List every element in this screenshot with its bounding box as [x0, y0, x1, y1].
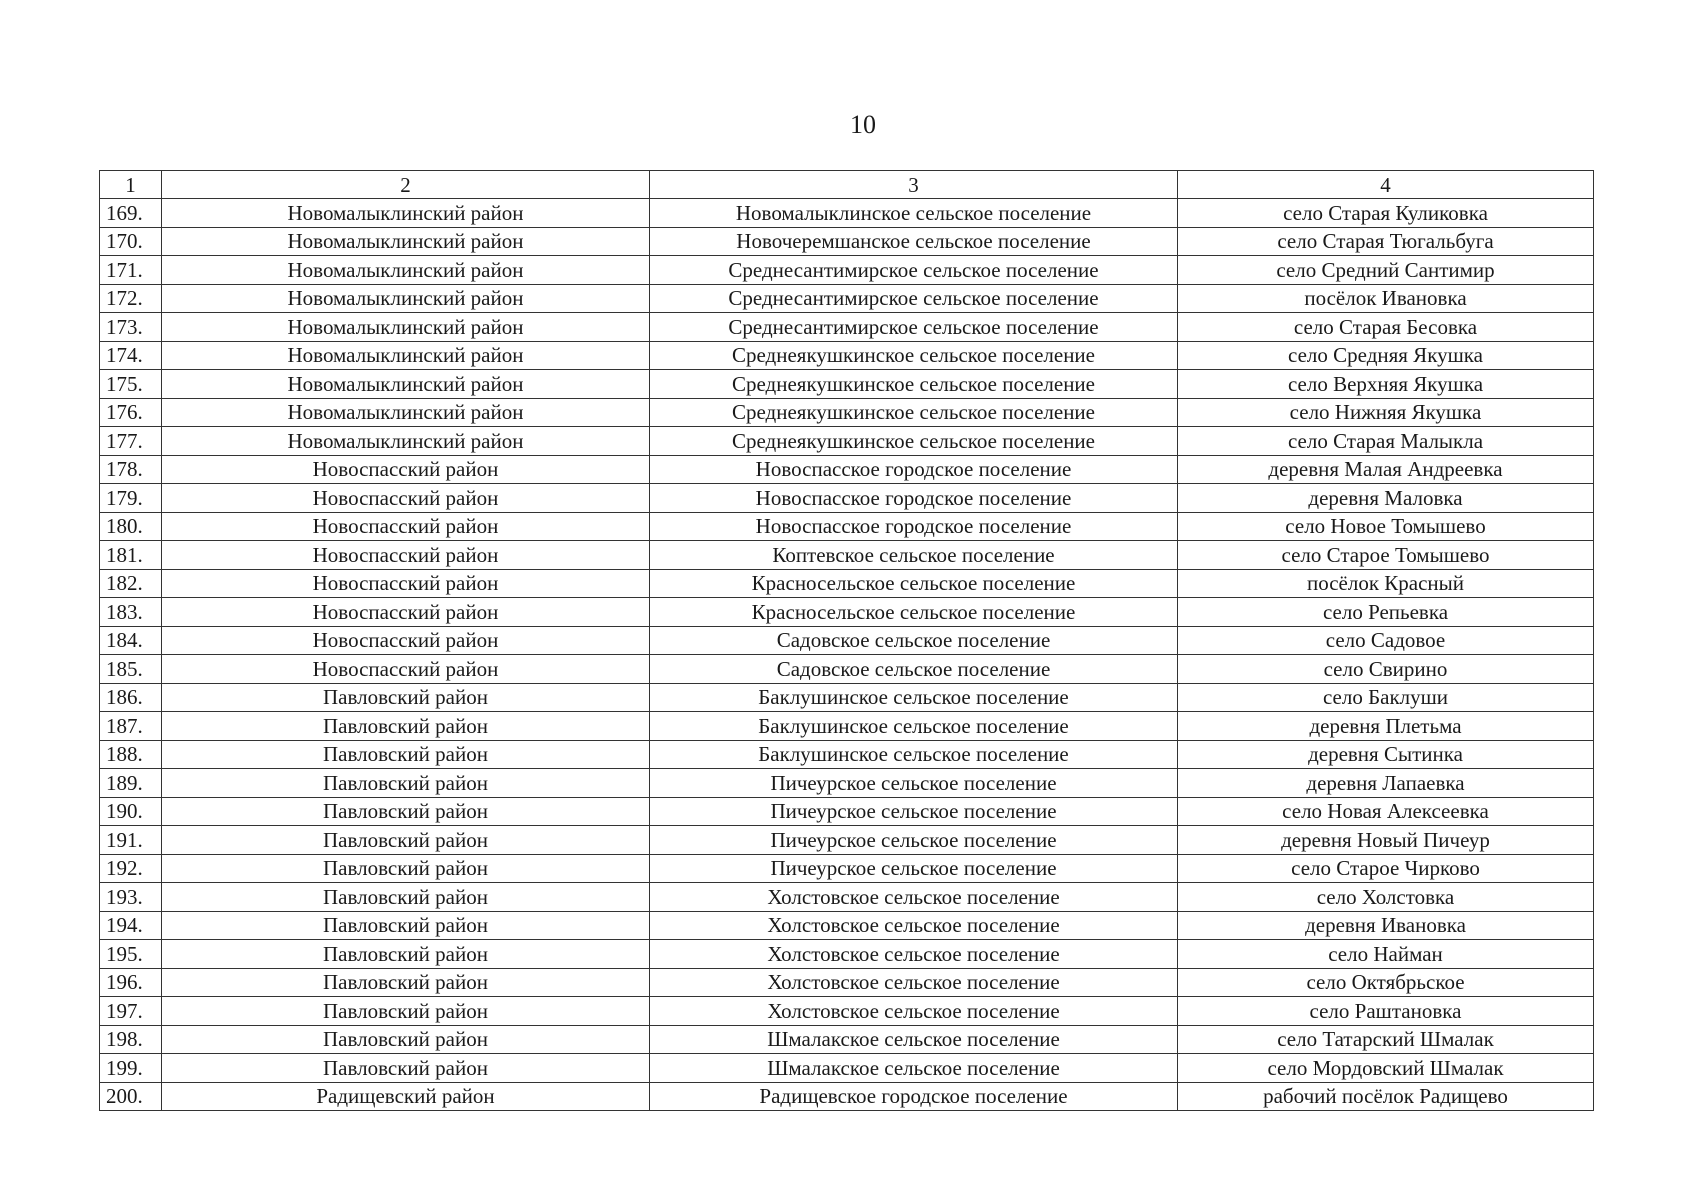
locality-cell: село Репьевка	[1178, 598, 1594, 627]
settlement-cell: Среднесантимирское сельское поселение	[650, 284, 1178, 313]
row-number-cell: 189.	[100, 769, 162, 798]
district-cell: Новоспасский район	[162, 484, 650, 513]
district-cell: Павловский район	[162, 911, 650, 940]
district-cell: Павловский район	[162, 854, 650, 883]
table-row	[100, 911, 1594, 940]
row-number-cell: 180.	[100, 512, 162, 541]
table-row	[100, 598, 1594, 627]
district-cell: Новоспасский район	[162, 598, 650, 627]
settlement-cell: Шмалакское сельское поселение	[650, 1054, 1178, 1083]
locality-cell: деревня Сытинка	[1178, 740, 1594, 769]
row-number-cell: 184.	[100, 626, 162, 655]
settlement-cell: Коптевское сельское поселение	[650, 541, 1178, 570]
row-number-cell: 183.	[100, 598, 162, 627]
settlement-cell: Новоспасское городское поселение	[650, 484, 1178, 513]
district-cell: Павловский район	[162, 1054, 650, 1083]
row-number-cell: 174.	[100, 341, 162, 370]
table-row	[100, 655, 1594, 684]
locality-cell: село Новое Томышево	[1178, 512, 1594, 541]
table-row	[100, 854, 1594, 883]
table-row	[100, 1025, 1594, 1054]
district-cell: Радищевский район	[162, 1082, 650, 1111]
district-cell: Новомалыклинский район	[162, 256, 650, 285]
table-row	[100, 313, 1594, 342]
locality-cell: село Свирино	[1178, 655, 1594, 684]
table-row	[100, 512, 1594, 541]
settlement-cell: Красносельское сельское поселение	[650, 598, 1178, 627]
row-number-cell: 170.	[100, 227, 162, 256]
settlement-cell: Шмалакское сельское поселение	[650, 1025, 1178, 1054]
table-body	[100, 171, 1594, 1111]
district-cell: Новоспасский район	[162, 569, 650, 598]
settlement-cell: Пичеурское сельское поселение	[650, 854, 1178, 883]
row-number-cell: 178.	[100, 455, 162, 484]
district-cell: Павловский район	[162, 1025, 650, 1054]
district-cell: Новоспасский район	[162, 455, 650, 484]
district-cell: Новомалыклинский район	[162, 427, 650, 456]
row-number-cell: 169.	[100, 199, 162, 228]
district-cell: Новомалыклинский район	[162, 284, 650, 313]
table-row	[100, 1054, 1594, 1083]
table-row	[100, 1082, 1594, 1111]
locality-cell: деревня Лапаевка	[1178, 769, 1594, 798]
settlement-cell: Садовское сельское поселение	[650, 626, 1178, 655]
settlement-cell: Холстовское сельское поселение	[650, 997, 1178, 1026]
locality-cell: село Холстовка	[1178, 883, 1594, 912]
row-number-cell: 198.	[100, 1025, 162, 1054]
district-cell: Павловский район	[162, 997, 650, 1026]
row-number-cell: 199.	[100, 1054, 162, 1083]
settlement-cell: Радищевское городское поселение	[650, 1082, 1178, 1111]
locality-cell: деревня Ивановка	[1178, 911, 1594, 940]
settlement-cell: Баклушинское сельское поселение	[650, 740, 1178, 769]
settlement-cell: Холстовское сельское поселение	[650, 911, 1178, 940]
table-row	[100, 227, 1594, 256]
district-cell: Павловский район	[162, 683, 650, 712]
settlement-cell: Садовское сельское поселение	[650, 655, 1178, 684]
table-row	[100, 256, 1594, 285]
settlement-cell: Среднеякушкинское сельское поселение	[650, 341, 1178, 370]
table-row	[100, 883, 1594, 912]
settlement-cell: Пичеурское сельское поселение	[650, 797, 1178, 826]
table-row	[100, 569, 1594, 598]
locality-cell: село Мордовский Шмалак	[1178, 1054, 1594, 1083]
locality-cell: деревня Малая Андреевка	[1178, 455, 1594, 484]
locality-cell: село Нижняя Якушка	[1178, 398, 1594, 427]
row-number-cell: 195.	[100, 940, 162, 969]
locality-cell: село Средний Сантимир	[1178, 256, 1594, 285]
table-row	[100, 997, 1594, 1026]
table-row	[100, 341, 1594, 370]
district-cell: Новомалыклинский район	[162, 398, 650, 427]
settlement-cell: Среднесантимирское сельское поселение	[650, 313, 1178, 342]
row-number-cell: 191.	[100, 826, 162, 855]
settlement-cell: Холстовское сельское поселение	[650, 968, 1178, 997]
settlements-table	[99, 170, 1594, 1111]
header-cell-settlement: 3	[650, 171, 1178, 199]
locality-cell: деревня Маловка	[1178, 484, 1594, 513]
row-number-cell: 194.	[100, 911, 162, 940]
district-cell: Павловский район	[162, 712, 650, 741]
row-number-cell: 190.	[100, 797, 162, 826]
row-number-cell: 171.	[100, 256, 162, 285]
district-cell: Павловский район	[162, 940, 650, 969]
table-row	[100, 740, 1594, 769]
row-number-cell: 175.	[100, 370, 162, 399]
locality-cell: село Старая Тюгальбуга	[1178, 227, 1594, 256]
table-row	[100, 968, 1594, 997]
table-row	[100, 683, 1594, 712]
row-number-cell: 181.	[100, 541, 162, 570]
district-cell: Новомалыклинский район	[162, 341, 650, 370]
locality-cell: село Новая Алексеевка	[1178, 797, 1594, 826]
locality-cell: деревня Плетьма	[1178, 712, 1594, 741]
settlement-cell: Среднесантимирское сельское поселение	[650, 256, 1178, 285]
row-number-cell: 192.	[100, 854, 162, 883]
row-number-cell: 187.	[100, 712, 162, 741]
locality-cell: село Старое Томышево	[1178, 541, 1594, 570]
row-number-cell: 177.	[100, 427, 162, 456]
table-row	[100, 940, 1594, 969]
row-number-cell: 185.	[100, 655, 162, 684]
locality-cell: село Раштановка	[1178, 997, 1594, 1026]
table-row	[100, 427, 1594, 456]
locality-cell: посёлок Ивановка	[1178, 284, 1594, 313]
row-number-cell: 186.	[100, 683, 162, 712]
table-row	[100, 712, 1594, 741]
settlement-cell: Новочеремшанское сельское поселение	[650, 227, 1178, 256]
settlement-cell: Пичеурское сельское поселение	[650, 826, 1178, 855]
header-cell-locality: 4	[1178, 171, 1594, 199]
locality-cell: деревня Новый Пичеур	[1178, 826, 1594, 855]
district-cell: Павловский район	[162, 797, 650, 826]
table-row	[100, 484, 1594, 513]
row-number-cell: 197.	[100, 997, 162, 1026]
district-cell: Новоспасский район	[162, 655, 650, 684]
table-row	[100, 370, 1594, 399]
locality-cell: село Баклуши	[1178, 683, 1594, 712]
district-cell: Павловский район	[162, 883, 650, 912]
table-row	[100, 826, 1594, 855]
locality-cell: село Старая Куликовка	[1178, 199, 1594, 228]
table-row	[100, 284, 1594, 313]
district-cell: Павловский район	[162, 968, 650, 997]
locality-cell: село Старое Чирково	[1178, 854, 1594, 883]
table-row	[100, 626, 1594, 655]
settlement-cell: Среднеякушкинское сельское поселение	[650, 370, 1178, 399]
locality-cell: село Старая Бесовка	[1178, 313, 1594, 342]
row-number-cell: 193.	[100, 883, 162, 912]
district-cell: Новомалыклинский район	[162, 370, 650, 399]
district-cell: Новомалыклинский район	[162, 313, 650, 342]
table-header-row	[100, 171, 1594, 199]
locality-cell: село Верхняя Якушка	[1178, 370, 1594, 399]
locality-cell: село Татарский Шмалак	[1178, 1025, 1594, 1054]
settlement-cell: Новомалыклинское сельское поселение	[650, 199, 1178, 228]
locality-cell: село Старая Малыкла	[1178, 427, 1594, 456]
table-row	[100, 455, 1594, 484]
row-number-cell: 196.	[100, 968, 162, 997]
settlement-cell: Баклушинское сельское поселение	[650, 712, 1178, 741]
settlement-cell: Новоспасское городское поселение	[650, 512, 1178, 541]
row-number-cell: 188.	[100, 740, 162, 769]
district-cell: Новомалыклинский район	[162, 227, 650, 256]
row-number-cell: 182.	[100, 569, 162, 598]
row-number-cell: 200.	[100, 1082, 162, 1111]
page-number: 10	[850, 110, 876, 139]
table-row	[100, 541, 1594, 570]
locality-cell: посёлок Красный	[1178, 569, 1594, 598]
table-row	[100, 797, 1594, 826]
district-cell: Павловский район	[162, 769, 650, 798]
header-cell-district: 2	[162, 171, 650, 199]
district-cell: Павловский район	[162, 826, 650, 855]
settlement-cell: Баклушинское сельское поселение	[650, 683, 1178, 712]
row-number-cell: 179.	[100, 484, 162, 513]
locality-cell: рабочий посёлок Радищево	[1178, 1082, 1594, 1111]
header-cell-number: 1	[100, 171, 162, 199]
district-cell: Новоспасский район	[162, 626, 650, 655]
row-number-cell: 172.	[100, 284, 162, 313]
table-row	[100, 199, 1594, 228]
settlement-cell: Холстовское сельское поселение	[650, 940, 1178, 969]
settlement-cell: Новоспасское городское поселение	[650, 455, 1178, 484]
row-number-cell: 176.	[100, 398, 162, 427]
locality-cell: село Октябрьское	[1178, 968, 1594, 997]
table-row	[100, 769, 1594, 798]
district-cell: Новоспасский район	[162, 512, 650, 541]
row-number-cell: 173.	[100, 313, 162, 342]
table-row	[100, 398, 1594, 427]
district-cell: Новомалыклинский район	[162, 199, 650, 228]
locality-cell: село Средняя Якушка	[1178, 341, 1594, 370]
district-cell: Новоспасский район	[162, 541, 650, 570]
settlement-cell: Пичеурское сельское поселение	[650, 769, 1178, 798]
district-cell: Павловский район	[162, 740, 650, 769]
settlement-cell: Холстовское сельское поселение	[650, 883, 1178, 912]
settlement-cell: Среднеякушкинское сельское поселение	[650, 398, 1178, 427]
locality-cell: село Найман	[1178, 940, 1594, 969]
settlement-cell: Красносельское сельское поселение	[650, 569, 1178, 598]
locality-cell: село Садовое	[1178, 626, 1594, 655]
settlement-cell: Среднеякушкинское сельское поселение	[650, 427, 1178, 456]
